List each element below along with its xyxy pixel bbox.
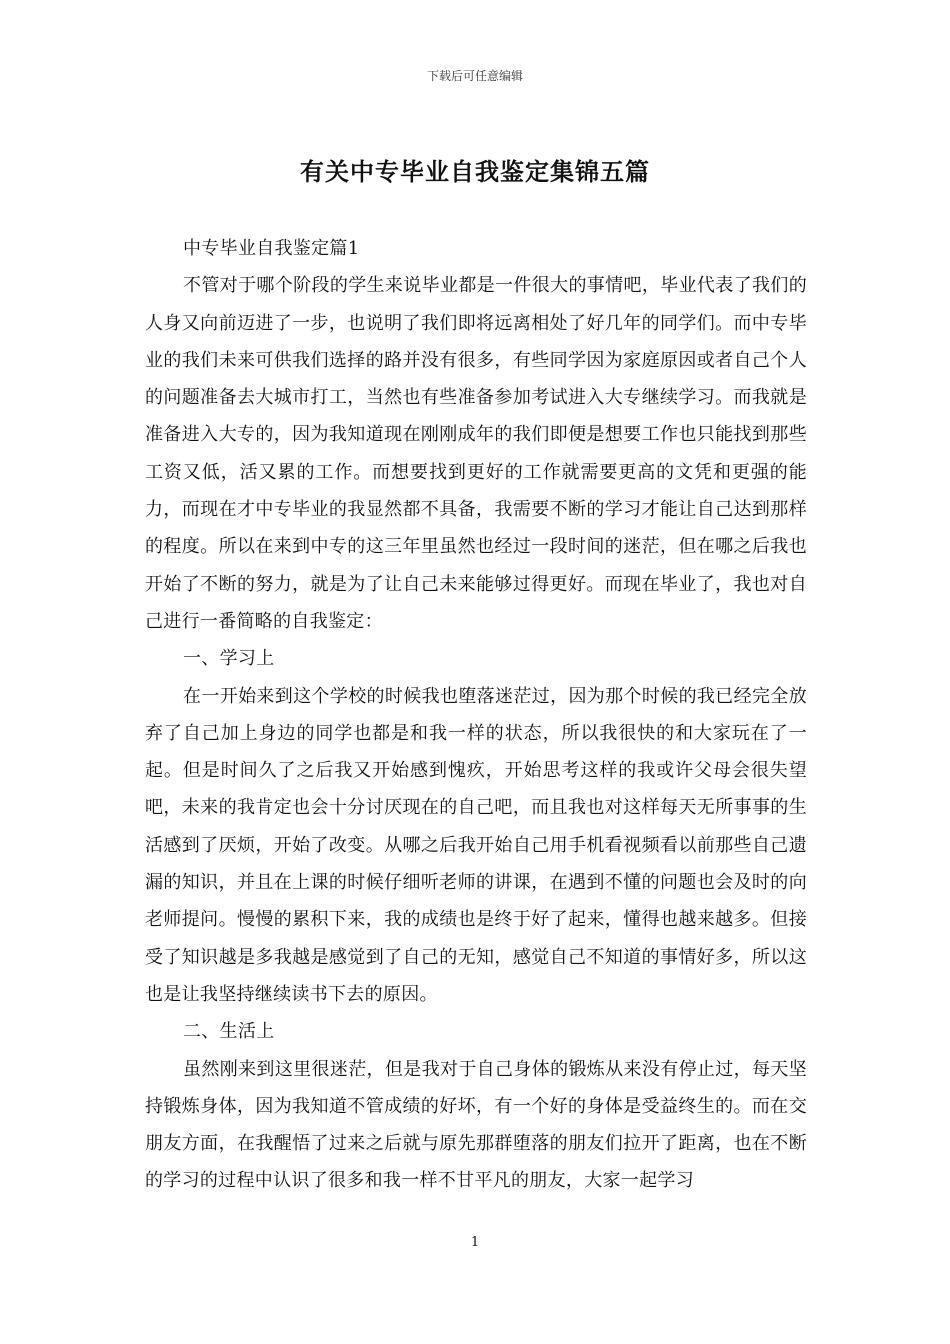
section-heading-life: 二、生活上 [183, 1021, 275, 1043]
section-heading-study: 一、学习上 [183, 648, 275, 670]
header-note: 下载后可任意编辑 [426, 69, 523, 83]
paragraph-life: 虽然刚来到这里很迷茫，但是我对于自己身体的锻炼从来没有停止过，每天坚持锻炼身体，因为我知道不管成绩的好坏，有一个好的身体是受益终生的。而在交朋友方面，在我醒悟了过来之后就与原先那群堕落的朋友们拉开了距离，也在不断的学习的过程中认识了很多和我一样不甘平凡的朋友，大家一起学习 [145, 1058, 807, 1192]
page-number: 1 [470, 1235, 480, 1250]
section-heading-1: 中专毕业自我鉴定篇1 [183, 238, 360, 259]
paragraph-intro: 不管对于哪个阶段的学生来说毕业都是一件很大的事情吧，毕业代表了我们的人身又向前迈进了一步，也说明了我们即将远离相处了好几年的同学们。而中专毕业的我们未来可供我们选择的路并没有很多，有些同学因为家庭原因或者自己个人的问题准备去大城市打工，当然也有些准备参加考试进入大专继续学习。而我就是准备进入大专的，因为我知道现在刚刚成年的我们即便是想要工作也只能找到那些工资又低，活又累的工作。而想要找到更好的工作就需要更高的文凭和更强的能力，而现在才中专毕业的我显然都不具备，我需要不断的学习才能让自己达到那样的程度。所以在来到中专的这三年里虽然也经过一段时间的迷茫，但在哪之后我也开始了不断的努力，就是为了让自己未来能够过得更好。而现在毕业了，我也对自己进行一番简略的自我鉴定： [145, 275, 807, 632]
paragraph-study: 在一开始来到这个学校的时候我也堕落迷茫过，因为那个时候的我已经完全放弃了自己加上身边的同学也都是和我一样的状态，所以我很快的和大家玩在了一起。但是时间久了之后我又开始感到愧疚，开始思考这样的我或许父母会很失望吧，未来的我肯定也会十分讨厌现在的自己吧，而且我也对这样每天无所事事的生活感到了厌烦，开始了改变。从哪之后我开始自己用手机看视频看以前那些自己遗漏的知识，并且在上课的时候仔细听老师的讲课，在遇到不懂的问题也会及时的向老师提问。慢慢的累积下来，我的成绩也是终于好了起来，懂得也越来越多。但接受了知识越是多我越是感觉到了自己的无知，感觉自己不知道的事情好多，所以这也是让我坚持继续读书下去的原因。 [145, 685, 807, 1005]
document-title: 有关中专毕业自我鉴定集锦五篇 [300, 157, 650, 186]
document-body [145, 230, 807, 1200]
